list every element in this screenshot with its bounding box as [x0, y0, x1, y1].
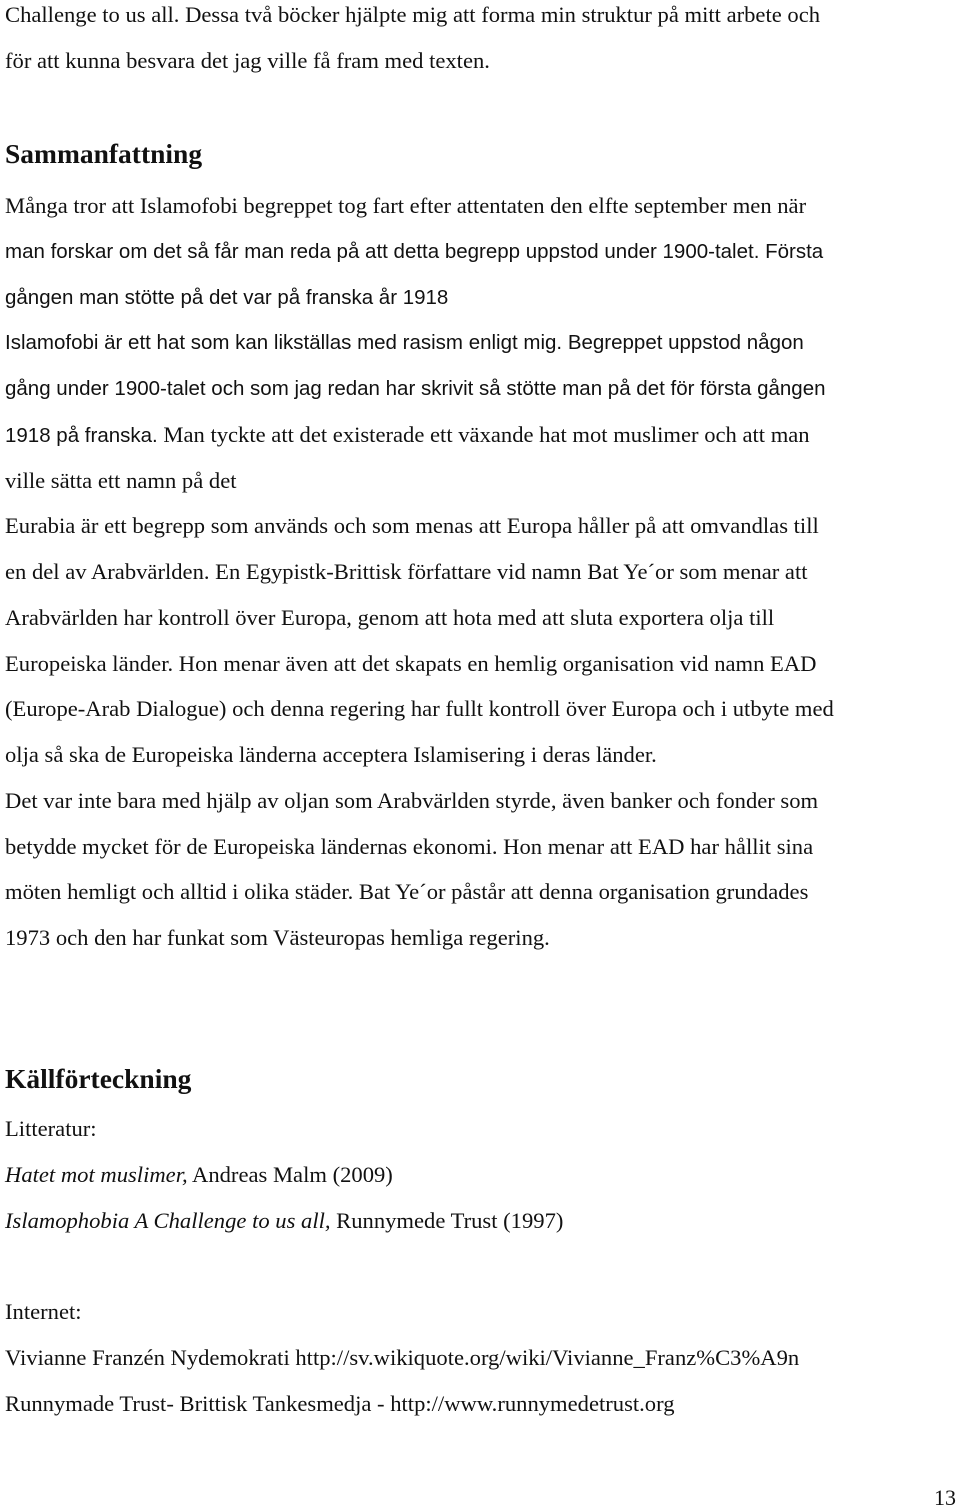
book-author: Runnymede Trust (1997) [330, 1208, 564, 1233]
summary-line [5, 420, 810, 451]
summary-line: gång under 1900-talet och som jag redan har skrivit så stötte man på det för första gången [5, 377, 826, 400]
summary-line: man forskar om det så får man reda på att detta begrepp uppstod under 1900-talet. Första [5, 240, 824, 263]
summary-line: Eurabia är ett begrepp som används och som menas att Europa håller på att omvandlas till [5, 513, 819, 538]
sources-heading: Källförteckning [5, 1063, 192, 1094]
book-author: Andreas Malm (2009) [187, 1162, 393, 1187]
book-entry [5, 1206, 563, 1236]
book-entry [5, 1160, 393, 1190]
intro-line: för att kunna besvara det jag ville få fram med texten. [5, 48, 490, 73]
summary-line: Islamofobi är ett hat som kan likställas med rasism enligt mig. Begreppet uppstod någon [5, 331, 804, 354]
web-source: Vivianne Franzén Nydemokrati http://sv.wikiquote.org/wiki/Vivianne_Franz%C3%A9n [5, 1345, 800, 1370]
summary-line: 1973 och den har funkat som Västeuropas hemliga regering. [5, 925, 550, 950]
summary-line: Många tror att Islamofobi begreppet tog fart efter attentaten den elfte september men när [5, 193, 807, 218]
summary-line: Det var inte bara med hjälp av oljan som Arabvärlden styrde, även banker och fonder som [5, 788, 819, 813]
summary-line: en del av Arabvärlden. En Egypistk-Brittisk författare vid namn Bat Ye´or som menar att [5, 559, 808, 584]
summary-line: olja så ska de Europeiska länderna acceptera Islamisering i deras länder. [5, 742, 657, 767]
book-title: Islamophobia A Challenge to us all, [5, 1208, 331, 1233]
summary-line-rest: Man tyckte att det existerade ett växande hat mot muslimer och att man [163, 422, 810, 447]
summary-line: gången man stötte på det var på franska år 1918 [5, 286, 449, 309]
summary-line: Arabvärlden har kontroll över Europa, genom att hota med att sluta exportera olja till [5, 605, 775, 630]
web-source: Runnymade Trust- Brittisk Tankesmedja - http://www.runnymedetrust.org [5, 1391, 675, 1416]
summary-line: (Europe-Arab Dialogue) och denna regering har fullt kontroll över Europa och i utbyte med [5, 696, 834, 721]
intro-line: Challenge to us all. Dessa två böcker hjälpte mig att forma min struktur på mitt arbete och [5, 2, 821, 27]
page-number: 13 [934, 1485, 956, 1510]
summary-line: betydde mycket för de Europeiska ländernas ekonomi. Hon menar att EAD har hållit sina [5, 834, 814, 859]
literature-label: Litteratur: [5, 1116, 97, 1141]
summary-heading: Sammanfattning [5, 138, 203, 169]
summary-line: möten hemligt och alltid i olika städer. Bat Ye´or påstår att denna organisation grundades [5, 879, 809, 904]
summary-line: ville sätta ett namn på det [5, 468, 237, 493]
summary-line: Europeiska länder. Hon menar även att det skapats en hemlig organisation vid namn EAD [5, 651, 817, 676]
book-title: Hatet mot muslimer, [5, 1162, 188, 1187]
summary-line-start: 1918 på franska. [5, 424, 158, 447]
internet-label: Internet: [5, 1299, 82, 1324]
